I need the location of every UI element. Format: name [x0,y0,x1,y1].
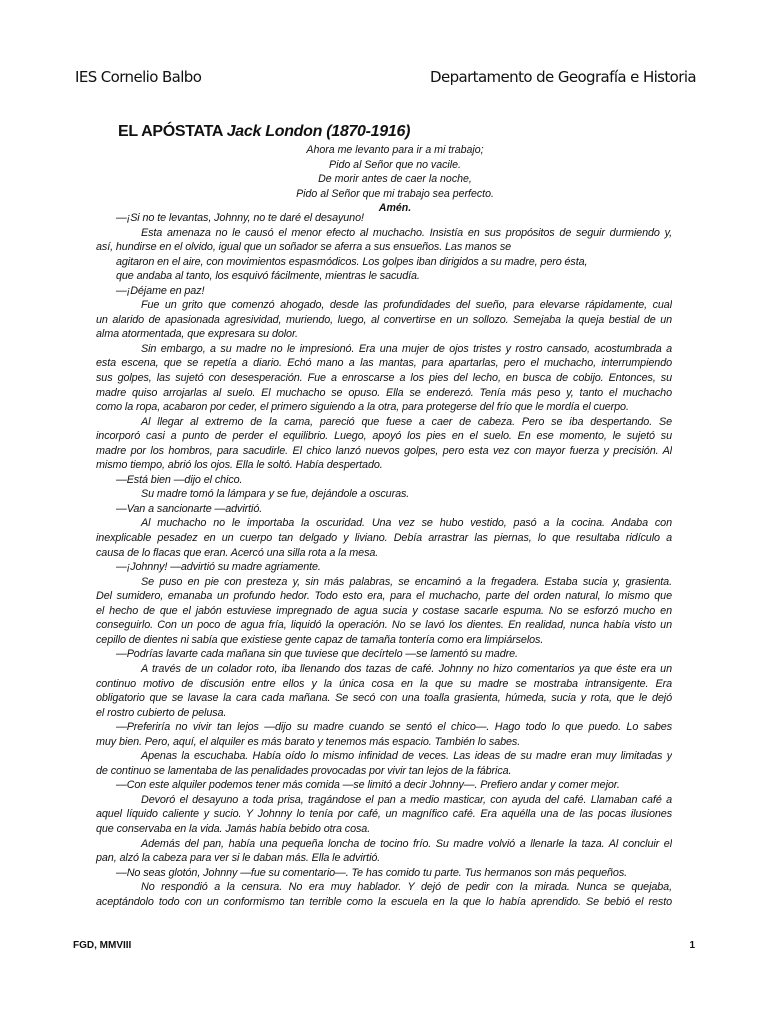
epigraph-poem [210,143,580,216]
text-line: Se puso en pie con presteza y, sin más palabras, se encaminó a la fregadera. Estaba sucia y, grasienta. [141,575,672,588]
text-line: aquel líquido caliente y sucio. Y Johnny lo tenía por café, un magnífico café. Era aquélla una de las pocas ilusiones [96,808,672,821]
text-line: mismo tiempo, abrió los ojos. Ella le soltó. Había despertado. [96,459,383,472]
poem-line: Ahora me levanto para ir a mi trabajo; [306,144,484,156]
text-line: Al muchacho no le importaba la oscuridad. Una vez se hubo vestido, pasó a la cocina. Andaba con [141,517,672,530]
text-line: Su madre tomó la lámpara y se fue, dejándole a oscuras. [141,488,410,501]
text-line: causa de lo flacas que eran. Acercó una silla rota a la mesa. [96,546,379,559]
text-line: —Podrías lavarte cada mañana sin que tuviese que decírtelo —se lamentó su madre. [116,648,518,661]
document-title [118,123,410,141]
poem-line: Pido al Señor que no vacile. [329,158,461,171]
text-line: alma atormentada, que expresara su dolor. [96,328,298,341]
header-department-name: Departamento de Geografía e Historia [430,68,696,86]
text-line: No respondió a la censura. No era muy hablador. Y dejó de pedir con la mirada. Nunca se quejaba, [141,881,672,894]
footer-credit: FGD, MMVIII [73,940,132,951]
text-line: Fue un grito que comenzó ahogado, desde las profundidades del sueño, para elevarse rápidamente, cual [141,299,672,312]
story-body [96,211,672,909]
text-line: madre quiso arrojarlas al suelo. El muchacho se opuso. Ella se enderezó. Tenía más peso y, tanto el muchacho [96,386,672,399]
text-line: incorporó casi a punto de perder el equilibrio. Luego, apoyó los pies en el suelo. En ese momento, le sujetó su [96,430,672,443]
text-line: Esta amenaza no le causó el menor efecto al muchacho. Insistía en sus propósitos de seguir durmiendo y, [141,226,672,239]
text-line: —¡Déjame en paz! [116,284,205,297]
text-line: Apenas la escuchaba. Había oído lo mismo infinidad de veces. Las ideas de su madre eran muy limitadas y [141,750,672,763]
text-line: un alarido de apasionada agresividad, muriendo, luego, al convertirse en un sollozo. Semejaba la queja bestial de un [96,313,672,326]
text-line: agitaron en el aire, con movimientos espasmódicos. Los golpes iban dirigidos a su madre, pero ésta, [116,255,588,268]
title-author: Jack London (1870-1916) [226,123,411,140]
text-line: madre por los hombros, para sacudirle. El chico lanzó nuevos golpes, pero esta vez con mayor fuerza y precisión. Al [96,444,672,457]
poem-line: Pido al Señor que mi trabajo sea perfecto. [296,187,494,200]
text-line: Sin embargo, a su madre no le impresionó. Era una mujer de ojos tristes y rostro cansado, acostumbrada a [141,342,672,355]
text-line: obligatorio que se lavase la cara cada mañana. Se secó con una toalla grasienta, húmeda, sucia y rota, que le dejó [96,692,672,705]
text-line: —Preferiría no vivir tan lejos —dijo su madre cuando se sentó el chico—. Hago todo lo que puedo. Lo sabes [116,721,672,734]
text-line: Además del pan, había una pequeña loncha de tocino frío. Su madre volvió a llenarle la taza. Al concluir el [141,837,672,850]
poem-line: De morir antes de caer la noche, [318,173,472,185]
text-line: inexplicable pesadez en un cuerpo tan delgado y liviano. Debía arrastrar las piernas, lo que resultaba ridículo a [96,532,672,545]
text-line: el rostro cubierto de pelusa. [96,706,227,719]
text-line: Del sumidero, emanaba un profundo hedor. Todo esto era, para el muchacho, parte del orden natural, lo mismo que [96,590,672,603]
text-line: —Con este alquiler podemos tener más comida —se limitó a decir Johnny—. Prefiero andar y comer mejor. [116,779,620,792]
text-line: —No seas glotón, Johnny —fue su comentario—. Te has comido tu parte. Tus hermanos son más pequeños. [116,866,628,879]
text-line: sus golpes, las sujetó con desesperación. Fue a enroscarse a los pies del lecho, en busca de cobijo. Entonces, su [96,372,672,385]
text-line: que conservaba en la vida. Jamás había bebido otra cosa. [96,822,371,835]
text-line: —¡Johnny! —advirtió su madre agriamente. [116,561,321,574]
text-line: Al llegar al extremo de la cama, pareció que fuese a caer de cabeza. Pero se iba despertando. Se [141,415,672,428]
text-line: pan, alzó la cabeza para ver si le daban más. Ella le advirtió. [96,852,381,865]
poem-closing: Amén. [378,202,412,214]
text-line: así, hundirse en el olvido, igual que un soñador se aferra a sus ensueños. Las manos se [96,241,512,254]
text-line: cepillo de dientes ni sabía que existiese gente capaz de tamaña tontería como era limpiárselos. [96,633,544,646]
title-text: EL APÓSTATA [118,123,227,140]
text-line: esta escena, que se repetía a diario. Echó mano a las mantas, para apartarlas, pero el muchacho, interrumpiendo [96,357,672,370]
page-number: 1 [689,940,695,951]
text-line: —¡Si no te levantas, Johnny, no te daré el desayuno! [116,212,364,224]
text-line: de continuo se lamentaba de las penalidades provocadas por vivir tan lejos de la fábrica. [96,764,512,777]
text-line: como la ropa, acabaron por ceder, el primero siguiendo a la otra, para protegerse del frío que le mordía el cuerpo. [96,401,629,414]
text-line: muy bien. Pero, aquí, el alquiler es más barato y tenemos más espacio. También lo sabes. [96,735,521,748]
text-line: aceptándolo todo con un conformismo tan terrible como la escuela en la que lo había aprendido. Se bebió el resto [96,895,672,908]
text-line: continuo motivo de discusión entre ellos y la única cosa en la que su madre se mostraba intransigente. Era [96,677,672,690]
text-line: A través de un colador roto, iba llenando dos tazas de café. Johnny no hizo comentarios ya que éste era un [141,662,672,675]
text-line: conseguirlo. Con un poco de agua fría, liquidó la operación. No se lavó los dientes. En realidad, nunca había visto un [96,619,672,632]
text-line: Devoró el desayuno a toda prisa, tragándose el pan a medio masticar, con ayuda del café. Llamaban café a [141,793,672,806]
text-line: que andaba al tanto, los esquivó fácilmente, mientras le sacudía. [116,270,420,283]
header-school-name: IES Cornelio Balbo [75,68,202,86]
text-line: —Está bien —dijo el chico. [116,473,243,486]
text-line: —Van a sancionarte —advirtió. [116,502,263,515]
text-line: el hecho de que el jabón estuviese impregnado de agua sucia y costase sacarle espuma. No se esforzó mucho en [96,604,672,617]
